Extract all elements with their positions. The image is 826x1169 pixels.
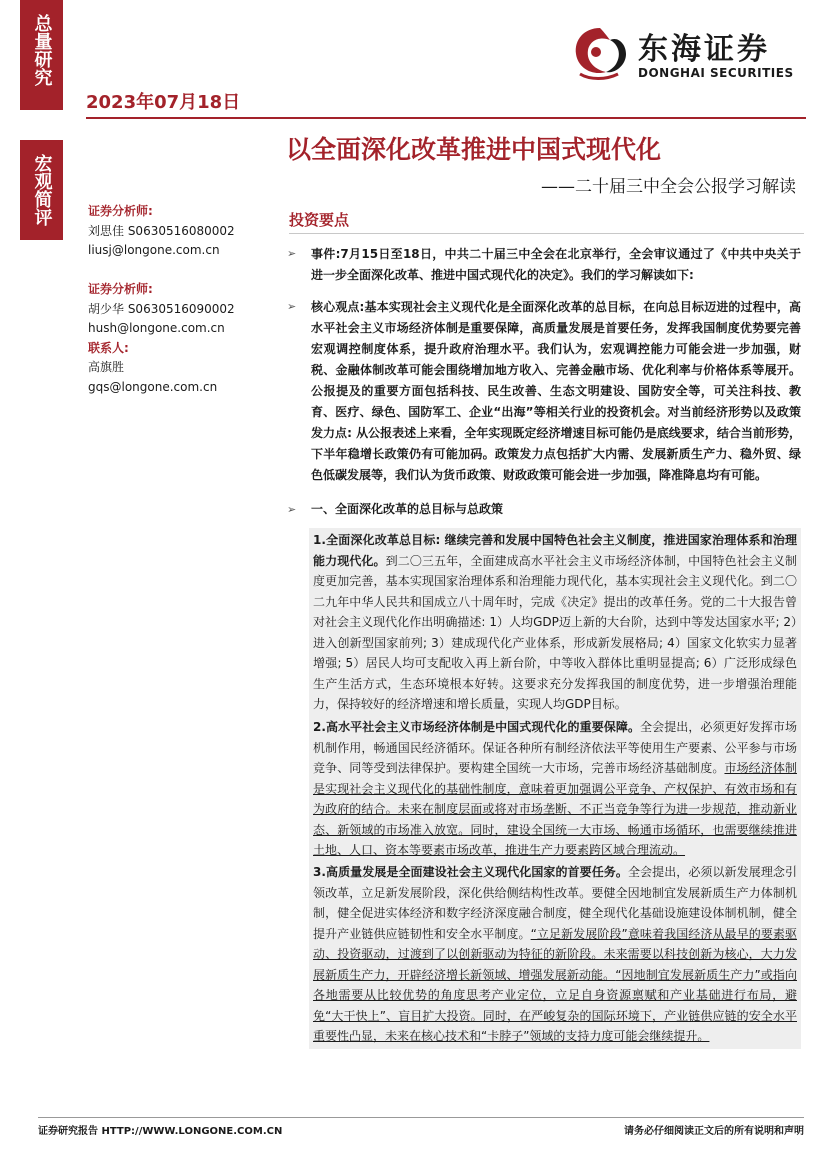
contact-label: 联系人: xyxy=(88,340,129,355)
analyst-email[interactable]: hush@longone.com.cn xyxy=(88,321,225,335)
contact-email[interactable]: gqs@longone.com.cn xyxy=(88,379,218,394)
logo-english-name: DONGHAI SECURITIES xyxy=(638,66,794,80)
report-subtitle: ——二十届三中全会公报学习解读 xyxy=(541,177,796,197)
contact-name: 高旗胜 xyxy=(88,360,125,374)
point-3-text-b: “立足新发展阶段”意味着我国经济从最早的要素驱动、投资驱动，过渡到了以创新驱动为特征的新阶段。未来需要以科技创新为核心，大力发展新质生产力，开辟经济增长新领域、增强发展新动能。 xyxy=(313,926,797,982)
category-tab xyxy=(20,0,63,110)
section-heading: 一、全面深化改革的总目标与总政策 xyxy=(311,502,504,516)
event-lead: 事件: xyxy=(311,247,341,261)
analyst-email[interactable]: liusj@longone.com.cn xyxy=(88,243,220,257)
spacer xyxy=(88,261,268,281)
point-2-text-a: 全会提出，必须更好发挥市场机制作用，畅通国民经济循环。保证各种所有制经济依法平等使用生产要素、公平参与市场竞争、同等受到法律保护。要构建全国统一大市场，完善市场经济基础制度。 xyxy=(313,720,797,775)
investment-highlights-heading: 投资要点 xyxy=(289,211,350,229)
bullet-icon: ➢ xyxy=(287,300,297,313)
bullet-icon: ➢ xyxy=(287,247,297,260)
dragon-logo-icon xyxy=(566,22,634,84)
report-type-tab-label: 宏观简评 xyxy=(31,154,53,226)
core-view-paragraph xyxy=(311,297,801,486)
event-paragraph xyxy=(311,244,801,286)
point-1-text-a: 到二〇三五年，全面建成高水平社会主义市场经济体制，中国特色社会主义制度更加完善，基本实现国家治理体系和治理能力现代化，基本实现社会主义现代化。到二〇二九年中华人民共和国成立八十周年时，完成《决定》提出的改革任务。 xyxy=(313,553,797,609)
analyst-name-id: 胡少华 S0630516090002 xyxy=(88,301,235,316)
analyst-label: 证券分析师: xyxy=(88,282,153,296)
point-2-heading: 2.高水平社会主义市场经济体制是中国式现代化的重要保障。 xyxy=(313,720,641,734)
logo-chinese-name: 东海证券 xyxy=(638,32,770,67)
core-view-text: 基本实现社会主义现代化是全面深化改革的总目标，在向总目标迈进的过程中，高水平社会主义市场经济体制是重要保障，高质量发展是首要任务，发挥我国制度优势要完善宏观调控制度体系，提升政府治理水平。我们认为，宏观调控能力可能会进一步加强，财税、金融体制改革可能会围绕增加地方收入、完善金融市场、优化利率与价格体系等展开。公报提及的重要方面包括科技、民生改善、生态文明建设、国防安全等，可关注科技、教育、医疗、绿色、国防军工、企业“出海”等相关行业的投资机会。对当前经济形势以及政策发力点: 从公报表述上来看，全年实现既定经济增速目标可能仍是底线要求，结合当前形势，下半年稳增长政策仍有可能加码。政策发力点包括扩大内需、发展新质生产力、稳外贸、绿色低碳发展等，我们认为货币政策、财政政策可能会进一步加强，降准降息均有可能。 xyxy=(311,300,801,482)
event-text: 7月15日至18日，中共二十届三中全会在北京举行，全会审议通过了《中共中央关于进一步全面深化改革、推进中国式现代化的决定》。我们的学习解读如下: xyxy=(311,247,801,282)
report-date: 2023年07月18日 xyxy=(86,92,241,113)
point-3-text-c: “因地制宜发展新质生产力”或指向各地需要从比较优势的角度思考产业定位，立足自身资源禀赋和产业基础进行布局，避免“大干快上”、盲目扩大投资。 xyxy=(313,967,797,1023)
footer-rule xyxy=(38,1117,804,1118)
core-view-lead: 核心观点: xyxy=(311,300,365,314)
report-type-tab xyxy=(20,140,63,240)
footer-left[interactable]: 证券研究报告 HTTP://WWW.LONGONE.COM.CN xyxy=(38,1126,283,1137)
analyst-label: 证券分析师: xyxy=(88,204,153,218)
report-title: 以全面深化改革推进中国式现代化 xyxy=(286,135,662,164)
point-box-1 xyxy=(309,528,801,717)
footer-disclaimer: 请务必仔细阅读正文后的所有说明和声明 xyxy=(624,1126,804,1137)
point-3-heading: 3.高质量发展是全面建设社会主义现代化国家的首要任务。 xyxy=(313,865,628,879)
point-3-text-a: 全会提出，必须以新发展理念引领改革，立足新发展阶段，深化供给侧结构性改革。要健全因地制宜发展新质生产力体制机制，健全促进实体经济和数字经济深度融合制度，健全现代化基础设施建设体制机制，健全提升产业链供应链韧性和安全水平制度。 xyxy=(313,865,797,941)
company-logo xyxy=(566,22,806,84)
point-1-text-b: 党的二十大报告曾对社会主义现代化作出明确描述: 1）人均GDP迈上新的大台阶，达到中等发达国家水平; 2）进入创新型国家前列; 3）建成现代化产业体系，形成新发展格局; 4）国家文化软实力显著增强; 5）居民人均可支配收入再上新台阶，中等收入群体比重明显提高; 6）广泛形成绿色生产生活方式，生态环境根本好转。这要求充分发挥我国的制度优势，进一步增强治理能力，保持较好的经济增速和增长质量，实现人均GDP目标。 xyxy=(313,594,797,711)
category-tab-label: 总量研究 xyxy=(31,14,53,86)
point-box-3 xyxy=(309,860,801,1049)
point-1-heading: 1.全面深化改革总目标: 继续完善和发展中国特色社会主义制度，推进国家治理体系和治理能力现代化。 xyxy=(313,533,797,568)
analyst-sidebar xyxy=(88,202,268,397)
header-rule xyxy=(86,117,806,119)
point-2-text-b: 市场经济体制是实现社会主义现代化的基础性制度，意味着更加强调公平竞争、产权保护、有效市场和有为政府的结合。未来在制度层面或将对市场垄断、不正当竞争等行为进一步规范，推动新业态、新领域的市场准入放宽。同时，建设全国统一大市场、畅通市场循环，也需要继续推进土地、人口、资本等要素市场改革，推进生产力要素跨区域合理流动。 xyxy=(313,761,797,857)
bullet-icon: ➢ xyxy=(287,503,297,516)
analyst-name-id: 刘思佳 S0630516080002 xyxy=(88,223,235,238)
section-divider xyxy=(289,233,804,234)
point-box-2 xyxy=(309,715,801,863)
point-3-text-d: 同时，在严峻复杂的国际环境下，产业链供应链的安全水平重要性凸显，未来在核心技术和“卡脖子”领域的支持力度可能会继续提升。 xyxy=(313,1008,797,1043)
